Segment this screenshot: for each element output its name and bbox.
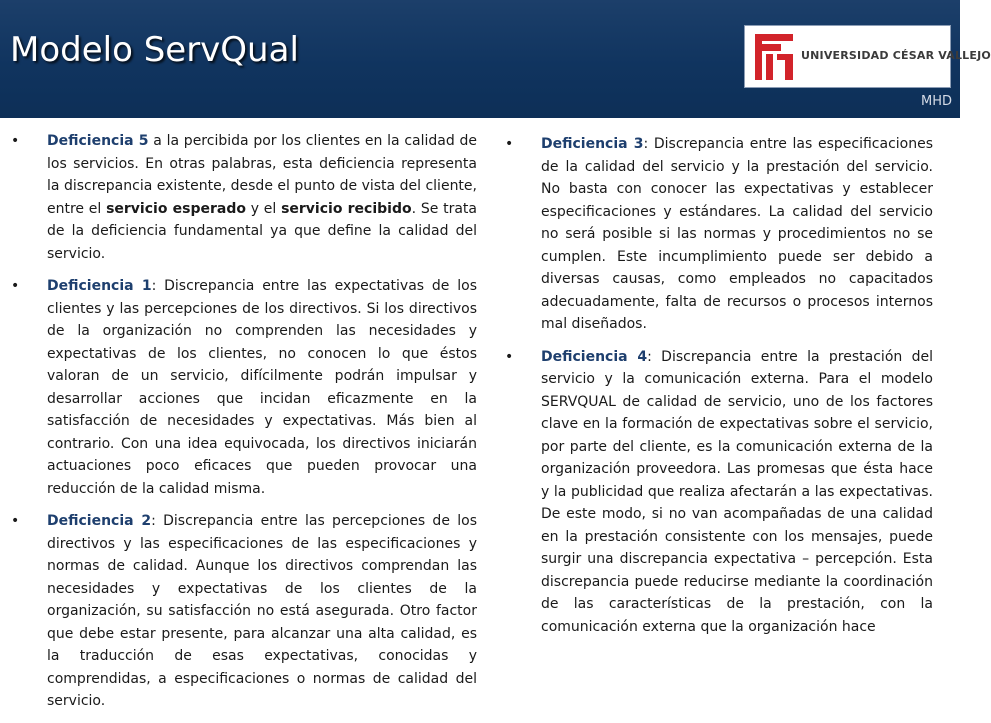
slide-header <box>0 0 991 118</box>
paragraph-deficiencia-1 <box>11 275 477 500</box>
paragraph-text: : Discrepancia entre las especificaciones de la calidad del servicio y la prestación del servicio. No basta con conocer las expectativas y establecer especificaciones y estándares. La calidad del servicio no será posible si las normas y procedimientos no se cumplen. Este incumplimiento puede ser debido a diversas causas, como empleados no capacitados adecuadamente, falta de recursos o procesos internos mal diseñados. <box>541 136 933 332</box>
paragraph-lead: Deficiencia 3 <box>541 136 644 152</box>
paragraph-text: y el <box>245 200 282 217</box>
emphasis-text: servicio esperado <box>106 200 246 217</box>
university-logo-icon <box>751 30 797 84</box>
left-column <box>11 130 477 723</box>
paragraph-lead: Deficiencia 2 <box>47 513 152 529</box>
author-tag: MHD <box>920 94 952 109</box>
paragraph-lead: Deficiencia 4 <box>541 348 648 365</box>
slide-title: Modelo ServQual <box>10 30 299 70</box>
paragraph-text: : Discrepancia entre las expectativas de los clientes y las percepciones de los directivos. Si los directivos de la organización no comprenden las necesidades y expectativas de los clientes, no conocen lo que éstos valoran de un servicio, difícilmente podrán impulsar y desarrollar acciones que incidan eficazmente en la satisfacción de necesidades y expectativas. Más bien al contrario. Con una idea equivocada, los directivos iniciarán actuaciones poco eficaces que pueden provocar una reducción de la calidad misma. <box>47 278 477 497</box>
paragraph-text: : Discrepancia entre las percepciones de los directivos y las especificaciones de las especificaciones y normas de calidad. Aunque los directivos comprendan las necesidades y expectativas de los clientes de la organización, su satisfacción no está asegurada. Otro factor que debe estar presente, para alcanzar una alta calidad, es la traducción de esas expectativas, conocidas y comprendidas, a especificaciones o normas de calidad del servicio. <box>47 513 477 709</box>
paragraph-text: : Discrepancia entre la prestación del servicio y la comunicación externa. Para el modelo SERVQUAL de calidad de servicio, uno de los factores clave en la formación de expectativas sobre el servicio, por parte del cliente, es la comunicación externa de la organización proveedora. Las promesas que ésta hace y la publicidad que realiza afectarán a las expectativas. De este modo, si no van acompañadas de una calidad en la prestación consistente con los mensajes, puede surgir una discrepancia expectativa – percepción. Esta discrepancia puede reducirse mediante la coordinación de las características de la prestación, con la comunicación externa que la organización hace <box>541 348 933 635</box>
paragraph-deficiencia-3 <box>505 133 933 336</box>
emphasis-text: servicio recibido <box>281 200 412 217</box>
paragraph-lead: Deficiencia 1 <box>47 278 152 294</box>
paragraph-lead: Deficiencia 5 <box>47 133 149 149</box>
bullet-icon: • <box>11 513 20 529</box>
paragraph-text: . Se trata de la deficiencia fundamental ya que define la calidad del servicio. <box>47 200 477 262</box>
university-logo <box>744 25 991 88</box>
paragraph-deficiencia-5 <box>11 130 477 265</box>
paragraph-text: a la percibida por los clientes en la calidad de los servicios. En otras palabras, esta deficiencia representa la discrepancia existente, desde el punto de vista del cliente, entre el <box>47 133 477 217</box>
bullet-icon: • <box>11 133 20 149</box>
bullet-icon: • <box>505 348 514 365</box>
bullet-icon: • <box>505 136 514 152</box>
bullet-icon: • <box>11 278 20 294</box>
logo-wordmark: UNIVERSIDAD CÉSAR VALLEJO <box>801 49 991 62</box>
paragraph-deficiencia-2 <box>11 510 477 713</box>
right-column <box>505 133 933 648</box>
paragraph-deficiencia-4 <box>505 346 933 639</box>
